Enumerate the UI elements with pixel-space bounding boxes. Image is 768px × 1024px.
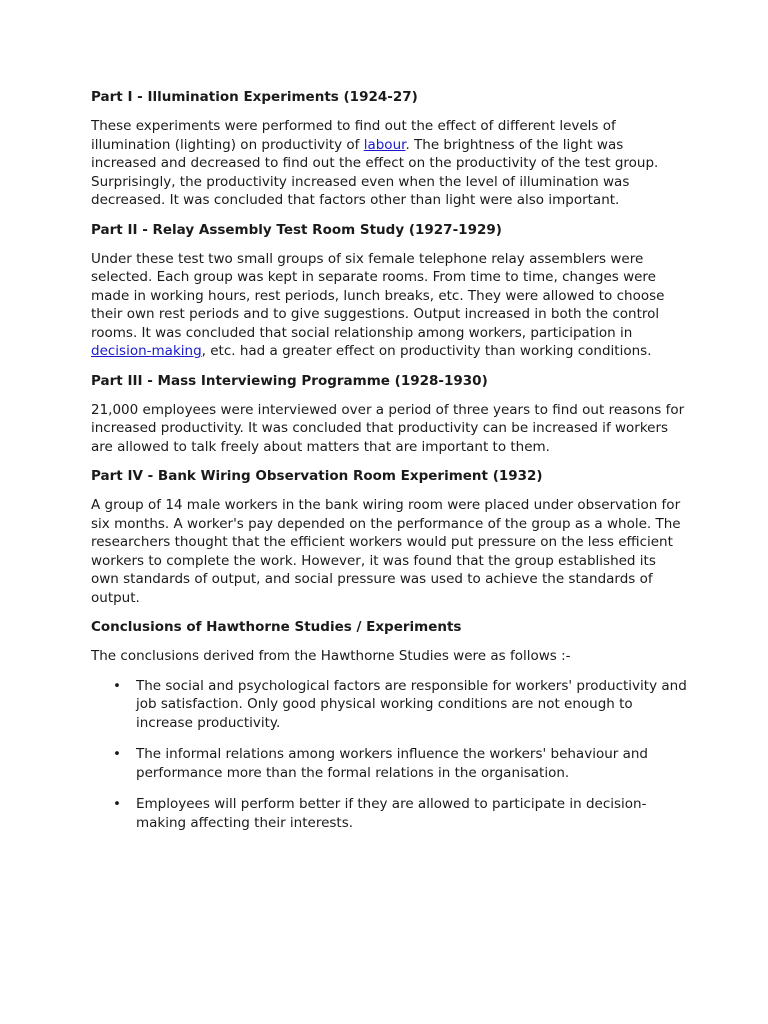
paragraph-text: . The brightness of the light was increased and decreased to find out the effect on the productivity of the test group. Surprisingly, the productivity increased even when the level of illumination was decreased. It was concluded that factors other than light were also important. bbox=[91, 136, 659, 208]
list-item-text: The social and psychological factors are responsible for workers' productivity and job satisfaction. Only good physical working conditions are not enough to increase productivity. bbox=[136, 677, 687, 731]
section-heading-part-1: Part I - Illumination Experiments (1924-27) bbox=[91, 89, 418, 105]
section-paragraph-part-1 bbox=[91, 117, 687, 210]
paragraph-text: , etc. had a greater effect on productivity than working conditions. bbox=[201, 343, 652, 359]
decision-making-link[interactable]: decision-making bbox=[91, 343, 202, 359]
section-paragraph-part-2 bbox=[91, 250, 687, 361]
conclusions-heading: Conclusions of Hawthorne Studies / Experiments bbox=[91, 619, 462, 635]
conclusions-intro: The conclusions derived from the Hawthorne Studies were as follows :- bbox=[91, 648, 571, 664]
list-item-text: The informal relations among workers influence the workers' behaviour and performance more than the formal relations in the organisation. bbox=[136, 746, 649, 781]
paragraph-text: These experiments were performed to find out the effect of different levels of illumination (lighting) on productivity of bbox=[91, 118, 616, 153]
list-item-text: Employees will perform better if they are allowed to participate in decision-making affecting their interests. bbox=[136, 796, 647, 831]
bullet-icon: • bbox=[113, 677, 121, 694]
labour-link[interactable]: labour bbox=[363, 136, 406, 153]
bullet-icon: • bbox=[113, 796, 121, 812]
list-item bbox=[91, 677, 687, 733]
section-paragraph-part-3: 21,000 employees were interviewed over a period of three years to find out reasons for increased productivity. It was concluded that productivity can be increased if workers are allowed to talk freely about matters that are important to them. bbox=[91, 401, 685, 455]
section-heading-part-4: Part IV - Bank Wiring Observation Room Experiment (1932) bbox=[91, 468, 543, 484]
conclusions-list bbox=[91, 677, 687, 833]
list-item bbox=[91, 745, 687, 782]
section-paragraph-part-4: A group of 14 male workers in the bank wiring room were placed under observation for six months. A worker's pay depended on the performance of the group as a whole. The researchers thought that the efficient workers would put pressure on the less efficient workers to complete the work. However, it was found that the group established its own standards of output, and social pressure was used to achieve the standards of output. bbox=[91, 497, 681, 606]
section-heading-part-3: Part III - Mass Interviewing Programme (1928-1930) bbox=[91, 372, 488, 389]
section-heading-part-2: Part II - Relay Assembly Test Room Study (1927-1929) bbox=[91, 221, 502, 238]
paragraph-text: Under these test two small groups of six female telephone relay assemblers were selected. Each group was kept in separate rooms. From time to time, changes were made in working hours, rest periods, lunch breaks, etc. They were allowed to choose their own rest periods and to give suggestions. Output increased in both the control rooms. It was concluded that social relationship among workers, participation in bbox=[91, 250, 665, 341]
document-body bbox=[91, 88, 687, 845]
bullet-icon: • bbox=[113, 746, 121, 762]
list-item bbox=[91, 795, 687, 832]
